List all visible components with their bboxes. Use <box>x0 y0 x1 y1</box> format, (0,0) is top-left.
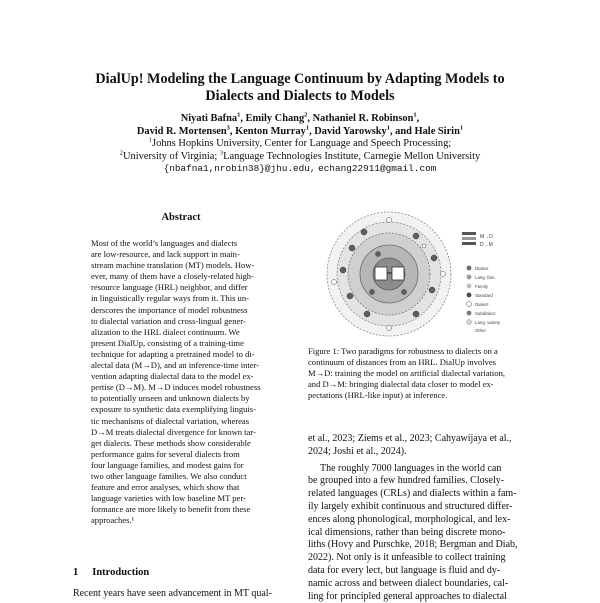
author-name: Nathaniel R. Robinson <box>312 113 414 124</box>
abstract-line: exposure to synthetic data exemplifying linguis- <box>91 404 256 415</box>
caption-line: and D→M: bringing dialectal data closer to model ex- <box>308 379 494 390</box>
lect-node <box>387 218 392 223</box>
dialect-node <box>431 255 437 261</box>
body-line: related languages (CRLs) and dialects within a fam- <box>308 488 517 500</box>
abstract-line: to potentially unseen and unknown dialects by <box>91 393 250 404</box>
author-name: Emily Chang <box>245 113 305 124</box>
abstract-line: language varieties with low baseline MT per- <box>91 493 246 504</box>
authors-line-2: David R. Mortensen$^3$, Kenton Murray$^1$, David Yarowsky$^1$, and Hale Sirin$^1$ <box>136 124 464 137</box>
figure-1 <box>312 210 544 345</box>
abstract-line: approaches.¹ <box>91 515 135 526</box>
abstract-line: resource language (HRL) neighbor, and differ <box>91 282 248 293</box>
author-name: Kenton Murray <box>235 125 306 137</box>
body-line: ical dimensions, rather than being discrete mono- <box>308 526 506 538</box>
abstract-line: Most of the world’s languages and dialects <box>91 238 238 248</box>
body-line: The roughly 7000 languages in the world can <box>320 462 502 474</box>
legend-marker <box>467 275 472 280</box>
abstract-line: feature and error analyses, which show that <box>91 482 240 493</box>
title-line-1: DialUp! Modeling the Language Continuum by Adapting Models to <box>95 71 505 87</box>
abstract-line: technique for adapting a pretrained model to di- <box>91 348 255 359</box>
caption-line: Figure 1: Two paradigms for robustness to dialects on a <box>308 346 498 356</box>
affil-marker: 2 <box>119 149 124 157</box>
abstract-line: vention adapting dialectal data to the model ex- <box>91 371 254 382</box>
affil-marker: 1 <box>386 124 390 132</box>
abstract-line: derscores the importance of model robustness <box>91 304 248 315</box>
affil-marker: 2 <box>304 111 308 119</box>
abstract-line: are low-resource, and lack support in main- <box>91 249 240 260</box>
body-line: ily largely exhibit continuous and structured differ- <box>308 500 513 512</box>
affiliation-line-1 <box>40 138 560 151</box>
legend-top <box>462 232 493 248</box>
dialect-node <box>413 311 419 317</box>
right-column-body <box>308 433 532 603</box>
legend-label: Standard <box>475 293 493 298</box>
legend-bottom <box>467 266 501 333</box>
dialect-node <box>413 233 419 239</box>
affiliations <box>40 138 560 176</box>
affiliation-text: University of Virginia; <box>123 150 220 162</box>
dialect-node <box>349 245 355 251</box>
author-name: David Yarowsky <box>314 125 387 137</box>
abstract-line: stream machine translation (MT) models. How- <box>91 260 255 271</box>
abstract-line: to dialectal variation and cross-lingual gener- <box>91 315 246 326</box>
abstract-line: alectal data (M→D), and an inference-time inter- <box>91 360 260 371</box>
affil-marker: 1 <box>148 136 153 144</box>
paper-title <box>40 71 560 105</box>
lect-node <box>422 244 426 248</box>
affil-marker: 1 <box>459 124 464 132</box>
author-name: Niyati Bafna <box>180 113 238 124</box>
legend-marker <box>467 311 472 316</box>
dialect-node <box>347 293 353 299</box>
body-line: ences along phonological, morphological, and lex- <box>308 513 511 525</box>
dialect-continuum-diagram <box>312 210 544 345</box>
email-link[interactable]: {nbafna1,nrobin38}@jhu.edu, <box>163 163 316 175</box>
author-name: Hale Sirin <box>414 125 460 137</box>
data-box-icon <box>392 267 404 280</box>
lect-node <box>441 272 446 277</box>
author-list <box>40 113 560 138</box>
legend-label: Subdialect <box>475 311 496 316</box>
abstract-line: tic mechanisms of dialectal variation, whereas <box>91 415 250 426</box>
abstract-line: pertise (D→M). M→D induces model robustness <box>91 382 261 393</box>
legend-label: Family <box>475 284 488 289</box>
abstract-line: performance gains for several dialects from <box>91 448 240 459</box>
legend-label: Lang. variety <box>475 320 501 325</box>
abstract-line: alization to the HRL dialect continuum. We <box>91 326 240 337</box>
author-name: David R. Mortensen <box>136 125 227 137</box>
affiliation-line-2 <box>40 151 560 164</box>
email-link[interactable]: echang22911@gmail.com <box>318 163 437 175</box>
legend-marker <box>467 293 472 298</box>
intro-first-line: Recent years have seen advancement in MT qual- <box>73 588 272 599</box>
legend-marker <box>467 284 472 289</box>
abstract-line: D→M treats dialectal divergence for known tar- <box>91 426 256 437</box>
legend-swatch <box>462 237 476 240</box>
affil-marker: 3 <box>219 149 224 157</box>
legend-marker <box>467 302 472 307</box>
lect-node <box>387 326 392 331</box>
affil-marker: 1 <box>305 124 310 132</box>
legend-label: D→M <box>480 242 493 248</box>
dialect-node <box>376 252 381 257</box>
caption-line: M→D: training the model on artificial dialectal variation, <box>308 368 505 379</box>
legend-marker <box>467 320 472 325</box>
dialect-node <box>361 229 367 235</box>
section-heading-introduction <box>73 567 149 578</box>
lect-node <box>332 280 337 285</box>
affil-marker: 3 <box>226 124 230 132</box>
title-line-2: Dialects and Dialects to Models <box>205 88 395 104</box>
affiliation-text: Language Technologies Institute, Carnegie Mellon University <box>223 150 481 162</box>
dialect-node <box>429 287 435 293</box>
legend-label: Dialect <box>475 302 489 307</box>
body-line: et al., 2023; Ziems et al., 2023; Cahyawijaya et al., <box>308 433 512 444</box>
dialect-node <box>402 290 407 295</box>
abstract-line: ever, many of them have a closely-related high- <box>91 271 254 282</box>
section-title: Introduction <box>92 567 150 578</box>
caption-line: pectations (HRL-like input) at inference. <box>308 390 448 401</box>
legend-label: Lang. fam. <box>475 275 496 280</box>
abstract-line: in linguistically regular ways from it. This un- <box>91 293 249 304</box>
dialect-node <box>340 267 346 273</box>
abstract-body <box>91 238 276 526</box>
body-line: data for every lect, but language is fluid and dy- <box>308 564 501 576</box>
legend-swatch <box>462 232 476 235</box>
section-number: 1 <box>73 567 79 578</box>
body-line: 2022). Not only is it unfeasible to collect training <box>308 552 506 564</box>
affil-marker: 1 <box>413 111 417 119</box>
abstract-line: formance are more likely to benefit from these <box>91 504 251 515</box>
legend-marker <box>467 266 472 271</box>
legend-label: Dialect <box>475 266 489 271</box>
affil-marker: 1 <box>237 111 241 119</box>
model-box-icon <box>375 267 387 280</box>
figure-1-caption <box>308 346 532 401</box>
dialect-node <box>370 290 375 295</box>
abstract-heading: Abstract <box>161 212 201 223</box>
authors-line-1: Niyati Bafna$^1$, Emily Chang$^2$, Nathaniel R. Robinson$^1$, <box>180 111 420 124</box>
author-emails <box>40 163 560 176</box>
abstract-line: present DialUp, consisting of a training-time <box>91 337 244 348</box>
abstract-line: four language families, and modest gains for <box>91 459 244 470</box>
legend-label: M→D <box>480 234 493 240</box>
affiliation-text: Johns Hopkins University, Center for Language and Speech Processing; <box>152 138 452 149</box>
abstract-line: two other language families. We also conduct <box>91 470 247 481</box>
caption-line: continuum of distances from an HRL. DialUp involves <box>308 357 496 368</box>
body-line: liths (Hovy and Purschke, 2018; Bergman and Diab, <box>308 539 518 551</box>
body-line: be grouped into a few hundred families. Closely- <box>308 475 505 487</box>
body-line: namic across and between dialect boundaries, cal- <box>308 577 509 589</box>
body-line: ling for principled general approaches to dialectal <box>308 590 507 602</box>
dialect-node <box>364 311 370 317</box>
legend-label: Other <box>475 328 486 333</box>
abstract-line: get dialects. These methods show considerable <box>91 437 251 448</box>
body-line: 2024; Joshi et al., 2024). <box>308 445 407 457</box>
legend-swatch <box>462 242 476 245</box>
